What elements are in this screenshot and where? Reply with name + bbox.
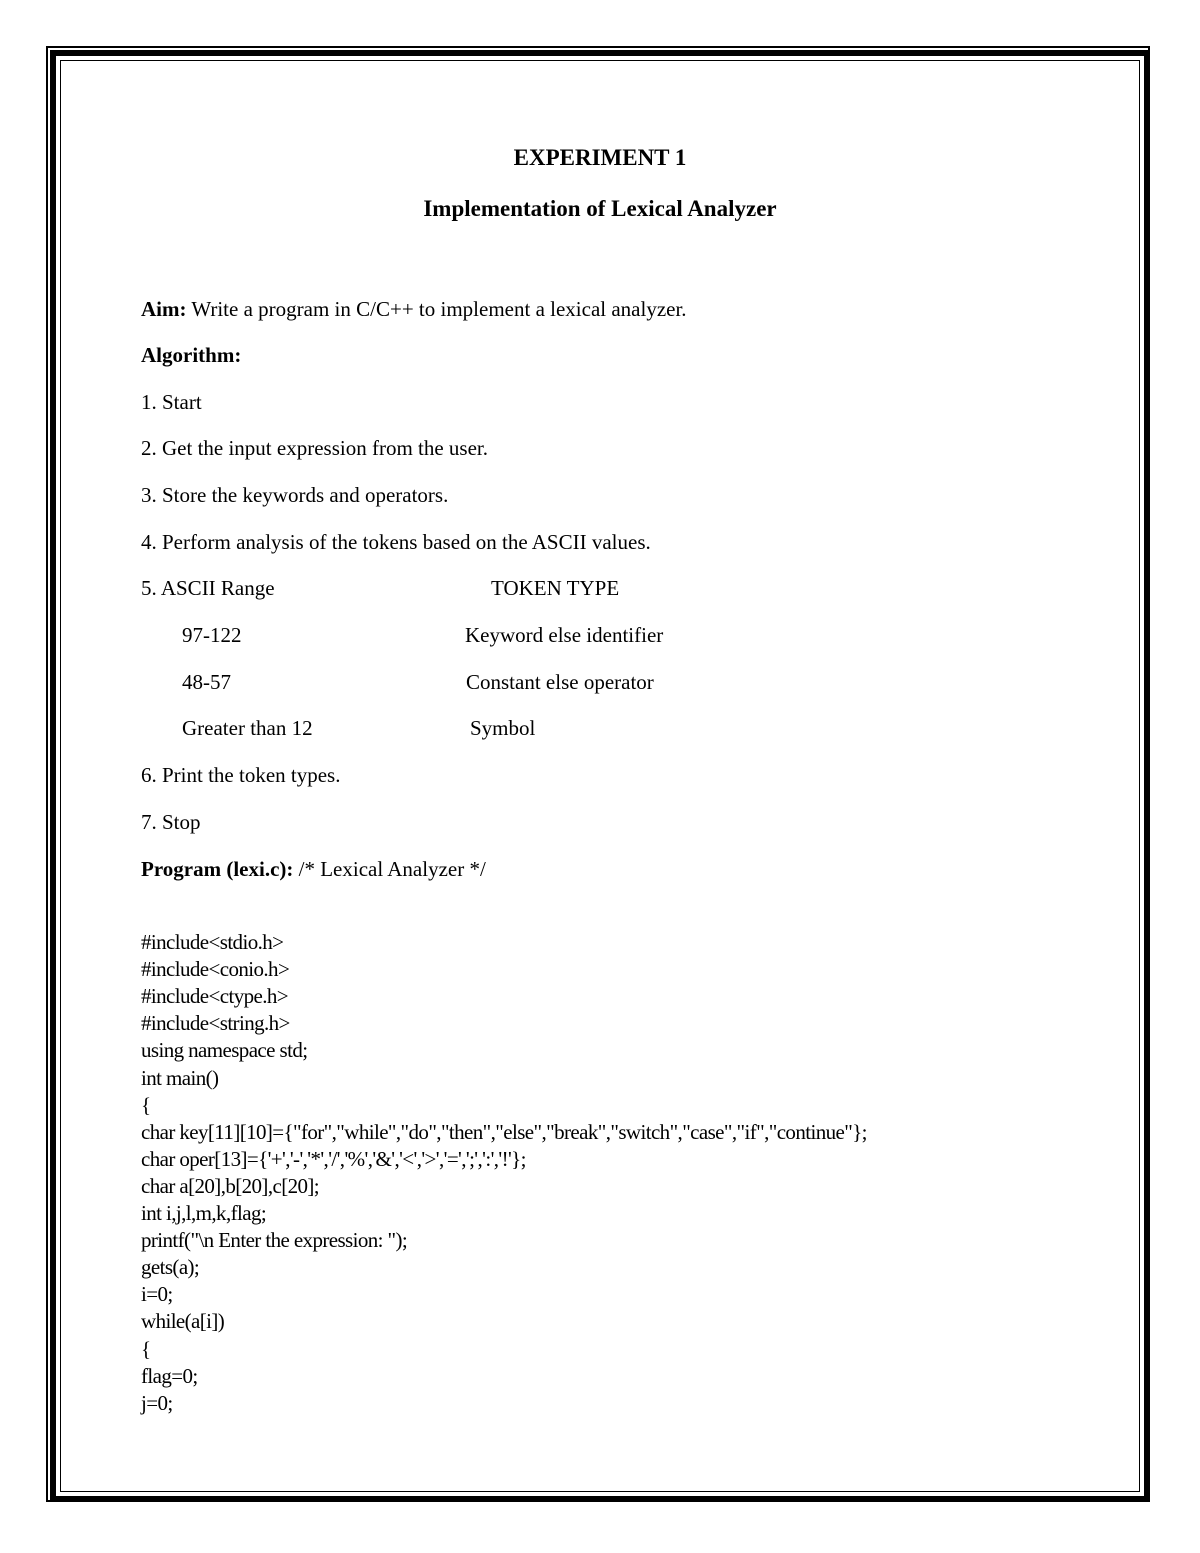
ascii-range-1: 97-122 [182, 623, 242, 647]
token-type-1: Keyword else identifier [465, 623, 664, 647]
token-type-header: TOKEN TYPE [491, 576, 620, 600]
code-line: int i,j,l,m,k,flag; [141, 1201, 267, 1226]
code-line: char a[20],b[20],c[20]; [141, 1173, 320, 1198]
token-type-2: Constant else operator [466, 670, 654, 694]
code-line: flag=0; [141, 1363, 198, 1388]
code-line: int main() [141, 1065, 219, 1090]
algorithm-step-5-label: 5. ASCII Range [141, 576, 275, 600]
program-heading [141, 857, 486, 882]
algorithm-step-2: 2. Get the input expression from the user. [141, 436, 489, 460]
ascii-range-3: Greater than 12 [182, 716, 313, 740]
code-line: gets(a); [141, 1255, 200, 1280]
code-line: using namespace std; [141, 1038, 308, 1063]
algorithm-step-4: 4. Perform analysis of the tokens based on the ASCII values. [141, 530, 651, 554]
code-line: { [141, 1336, 151, 1361]
code-listing [141, 902, 867, 1444]
code-line: #include<ctype.h> [141, 984, 289, 1009]
algorithm-step-3: 3. Store the keywords and operators. [141, 483, 449, 507]
code-line: i=0; [141, 1282, 173, 1307]
ascii-range-2: 48-57 [182, 670, 231, 694]
program-label: Program (lexi.c): [141, 857, 294, 881]
aim-line [141, 297, 687, 322]
code-line: while(a[i]) [141, 1309, 225, 1334]
code-line: printf("\n Enter the expression: "); [141, 1228, 408, 1253]
code-line: char key[11][10]={"for","while","do","then","else","break","switch","case","if","continue"}; [141, 1119, 867, 1144]
code-line: #include<string.h> [141, 1011, 290, 1036]
algorithm-step-1: 1. Start [141, 390, 202, 414]
code-line: { [141, 1092, 151, 1117]
code-line: #include<stdio.h> [141, 930, 284, 955]
algorithm-label: Algorithm: [141, 343, 242, 367]
code-line: char oper[13]={'+','-','*','/','%','&','<','>','=',';',':','!'}; [141, 1146, 526, 1171]
code-line: #include<conio.h> [141, 957, 290, 982]
program-comment: /* Lexical Analyzer */ [293, 857, 486, 881]
aim-text: Write a program in C/C++ to implement a lexical analyzer. [186, 297, 687, 321]
code-line: j=0; [141, 1390, 173, 1415]
experiment-title: EXPERIMENT 1 [513, 145, 687, 170]
token-type-3: Symbol [470, 716, 536, 740]
experiment-subtitle: Implementation of Lexical Analyzer [423, 196, 777, 221]
algorithm-step-7: 7. Stop [141, 810, 201, 834]
aim-label: Aim: [141, 297, 187, 321]
algorithm-step-6: 6. Print the token types. [141, 763, 341, 787]
